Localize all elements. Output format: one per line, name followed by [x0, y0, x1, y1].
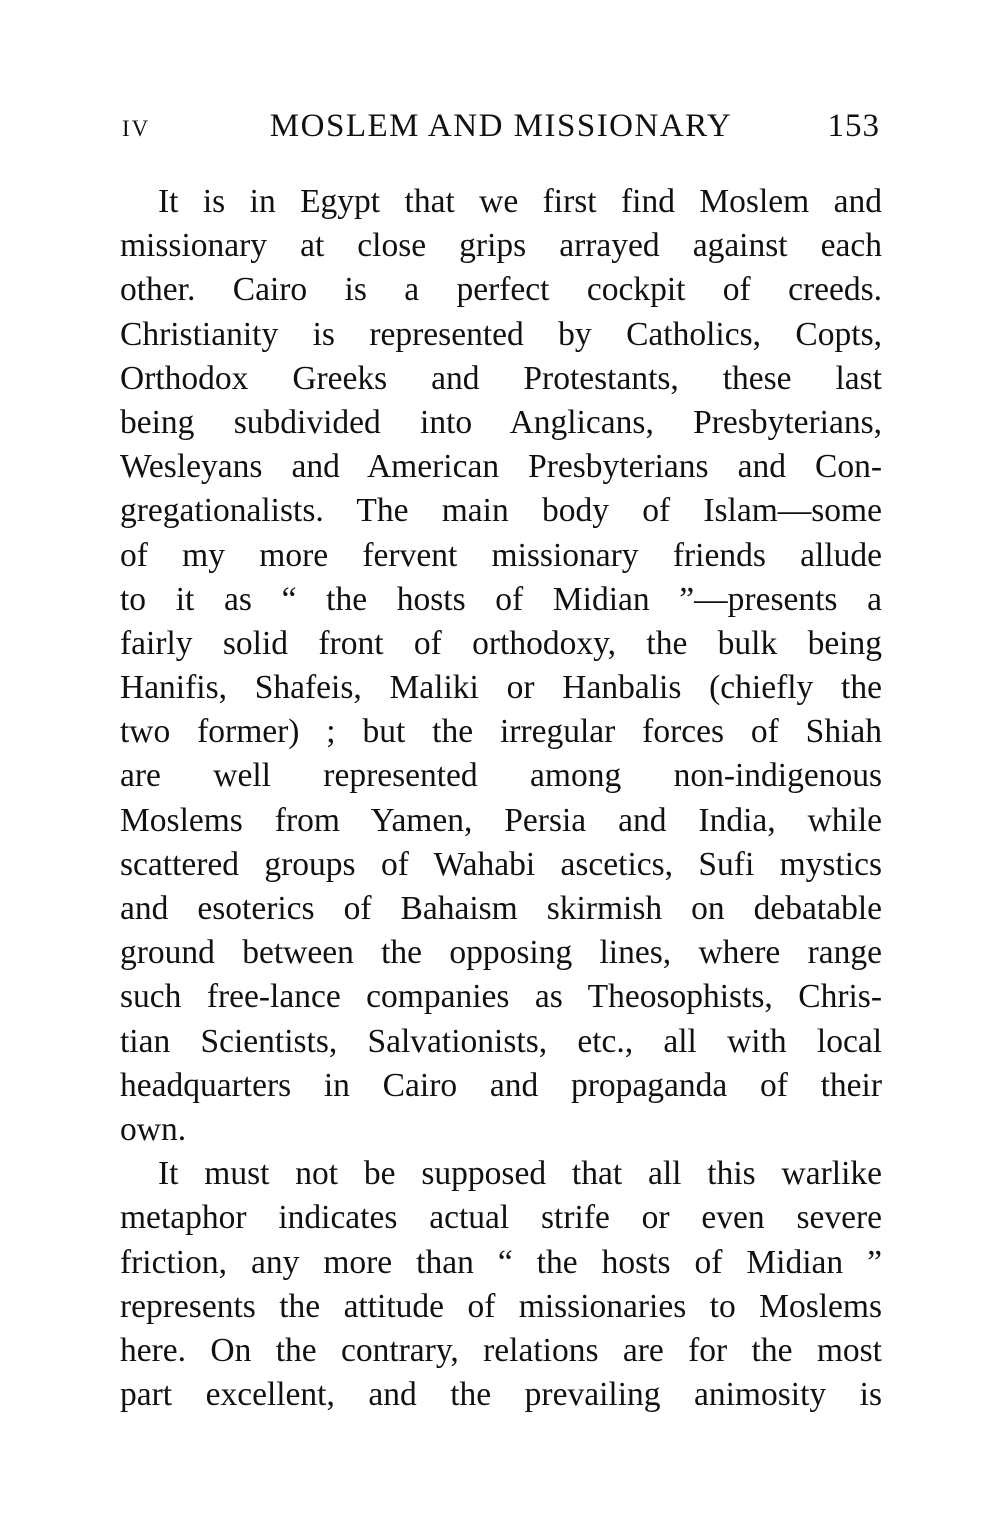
text-line: scattered groups of Wahabi ascetics, Sufi mystics	[120, 845, 882, 883]
text-line: ground between the opposing lines, where range	[120, 934, 882, 972]
text-line: missionary at close grips arrayed against each	[120, 227, 882, 265]
text-line: gregationalists. The main body of Islam—some	[120, 492, 882, 530]
text-line: It must not be supposed that all this warlike	[158, 1155, 882, 1193]
text-line: being subdivided into Anglicans, Presbyterians,	[120, 403, 882, 441]
text-line: fairly solid front of orthodoxy, the bulk being	[120, 624, 882, 662]
text-line: friction, any more than “ the hosts of Midian ”	[120, 1243, 882, 1281]
text-line: such free-lance companies as Theosophists, Chris-	[120, 978, 882, 1016]
text-line: Wesleyans and American Presbyterians and Con-	[120, 448, 882, 486]
text-line: here. On the contrary, relations are for the most	[120, 1331, 882, 1369]
text-line: of my more fervent missionary friends allude	[120, 536, 882, 574]
text-line: represents the attitude of missionaries to Moslems	[120, 1287, 882, 1325]
text-line: headquarters in Cairo and propaganda of their	[120, 1066, 882, 1104]
body-text	[120, 180, 882, 1417]
text-line: Hanifis, Shafeis, Maliki or Hanbalis (chiefly the	[120, 669, 882, 707]
paragraph-2	[120, 1152, 882, 1417]
text-line: It is in Egypt that we first find Moslem and	[158, 183, 882, 220]
text-line: and esoterics of Bahaism skirmish on debatable	[120, 890, 882, 927]
text-line: two former) ; but the irregular forces of Shiah	[120, 713, 882, 751]
text-line: own.	[120, 1110, 187, 1148]
text-line: Christianity is represented by Catholics, Copts,	[120, 315, 882, 353]
text-line: metaphor indicates actual strife or even severe	[120, 1199, 882, 1237]
running-head	[120, 108, 882, 158]
text-line: are well represented among non-indigenous	[120, 757, 882, 795]
text-line: part excellent, and the prevailing animosity is	[120, 1376, 882, 1414]
text-line: tian Scientists, Salvationists, etc., all with local	[120, 1022, 882, 1060]
text-line: to it as “ the hosts of Midian ”—presents a	[120, 580, 882, 618]
paragraph-1	[120, 180, 882, 1152]
running-title: MOSLEM AND MISSIONARY	[269, 108, 733, 144]
chapter-number: iv	[122, 108, 151, 144]
text-line: Orthodox Greeks and Protestants, these last	[120, 359, 882, 397]
page-number: 153	[827, 108, 880, 144]
text-line: Moslems from Yamen, Persia and India, while	[120, 801, 882, 839]
text-line: other. Cairo is a perfect cockpit of creeds.	[120, 271, 882, 309]
